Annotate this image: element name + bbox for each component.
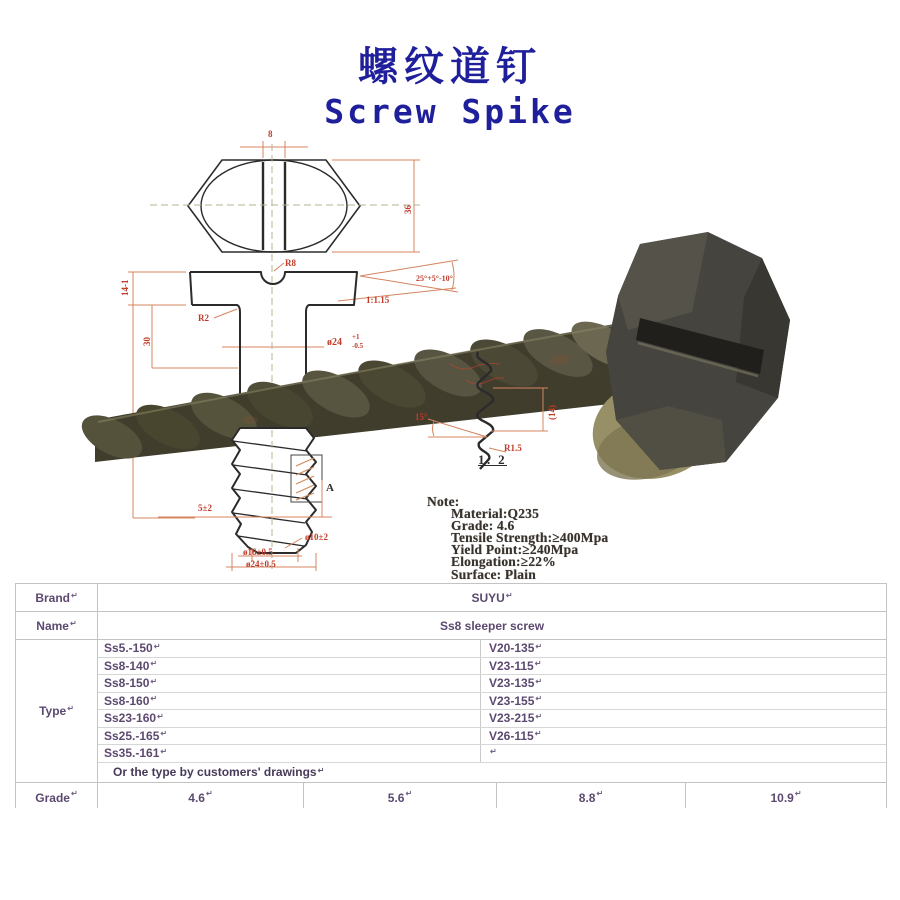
paragraph-mark: ↵ [157,711,164,721]
type-value: Ss35.-161 [104,746,160,761]
dim-hex-height: 36 [403,205,413,214]
dim-shank-tol-dn: -0.5 [352,342,364,350]
paragraph-mark: ↵ [317,765,325,775]
hex-head-top-view [188,160,360,252]
paragraph-mark: ↵ [70,788,78,798]
paragraph-mark: ↵ [70,591,78,600]
grade-label-cell [16,783,98,809]
note-material: Material:Q235 [451,506,540,522]
note-surface: Surface: Plain [451,566,536,582]
spec-table [15,583,887,808]
type-section [16,640,886,783]
paragraph-mark: ↵ [150,676,158,686]
paragraph-mark: ↵ [535,676,543,686]
name-row [16,612,886,640]
dim-fillet-radius: R2 [198,313,209,323]
dim-head-angle: 25°+5°-10° [416,274,453,283]
brand-row [16,584,886,612]
dim-tip-length: 5±2 [198,503,212,513]
name-label-cell [16,612,98,639]
dim-upper-length: 30 [142,337,152,346]
grade-value-cell [496,783,685,809]
dim-outer-dia: ø24±0.5 [246,559,276,569]
dim-taper: 1:1.15 [366,295,390,305]
paragraph-mark: ↵ [534,729,542,739]
type-row [98,658,886,676]
type-value: Ss5.-150 [104,641,153,656]
note-grade: Grade: 4.6 [451,518,515,534]
paragraph-mark: ↵ [535,711,543,721]
paragraph-mark: ↵ [205,788,213,798]
grade-value: 8.8 [578,790,596,805]
note-heading: Note: [427,494,460,509]
dim-shank-dia: ø24 [327,337,342,348]
dim-thread-angle: 15° [415,412,428,422]
paragraph-mark: ↵ [160,746,168,756]
dim-slot-width: 8 [268,129,273,139]
grade-row [16,783,886,809]
dim-tip-dia: ø10±2 [305,532,328,542]
page-title-english: Screw Spike [324,92,576,131]
type-value: V23-155 [489,693,535,708]
paragraph-mark: ↵ [596,788,604,798]
type-row [98,728,886,746]
grade-value-cell [685,783,886,809]
dim-core-dia: ø16±0.5 [243,547,273,557]
type-row [98,710,886,728]
paragraph-mark: ↵ [535,641,543,651]
type-footer-text: Or the type by customers' drawings [113,765,317,779]
type-value: Ss8-160 [104,693,150,708]
type-label: Type [39,703,67,718]
type-value: V23-215 [489,711,535,726]
type-value: Ss8-140 [104,658,150,673]
paragraph-mark: ↵ [67,704,74,714]
screw-spike-photo [75,232,790,492]
paragraph-mark: ↵ [150,659,158,669]
dim-head-height: 14-1 [120,279,130,296]
dim-head-radius: R8 [285,258,296,268]
type-value: Ss25.-165 [104,728,160,743]
brand-label: Brand [35,590,70,605]
note-yield: Yield Point:≥240Mpa [451,542,579,558]
grade-value: 10.9 [770,790,794,805]
type-value: Ss23-160 [104,711,157,726]
dim-thread-pitch: (14) [547,405,557,420]
type-value: V23-115 [489,658,534,673]
dim-thread-radius: R1.5 [504,443,522,453]
name-label: Name [36,618,69,633]
name-value: Ss8 sleeper screw [439,618,545,633]
detail-a-mark: A [326,482,334,494]
paragraph-mark: ↵ [535,694,543,704]
type-value: V26-115 [489,728,534,743]
paragraph-mark: ↵ [505,591,513,600]
paragraph-mark: ↵ [153,641,161,651]
spec-note [427,496,608,581]
name-value-cell [98,612,886,639]
brand-value: SUYU [471,590,505,605]
brand-label-cell [16,584,98,611]
type-footer [98,763,886,782]
dim-shank-tol-up: +1 [352,333,360,341]
page-title-chinese: 螺纹道钉 [358,44,542,90]
type-label-cell [16,640,98,782]
grade-value: 4.6 [188,790,205,805]
paragraph-mark: ↵ [150,694,158,704]
type-value: V23-135 [489,676,535,691]
grade-value: 5.6 [387,790,405,805]
paragraph-mark: ↵ [405,788,413,798]
paragraph-mark: ↵ [534,659,542,669]
brand-value-cell [98,584,886,611]
grade-value-cell [303,783,496,809]
note-elongation: Elongation:≥22% [451,554,556,570]
paragraph-mark: ↵ [160,729,168,739]
type-row [98,693,886,711]
type-rows [98,640,886,782]
type-value: Ss8-150 [104,676,150,691]
type-value: V20-135 [489,641,535,656]
grade-value-cell [98,783,303,809]
note-tensile: Tensile Strength:≥400Mpa [451,530,609,546]
type-row [98,745,886,763]
paragraph-mark: ↵ [69,619,77,628]
type-row [98,640,886,658]
paragraph-mark: ↵ [490,746,497,756]
grade-label: Grade [35,790,70,805]
type-row [98,675,886,693]
detail-scale-label: 1: 2 [478,452,507,467]
paragraph-mark: ↵ [794,788,802,798]
